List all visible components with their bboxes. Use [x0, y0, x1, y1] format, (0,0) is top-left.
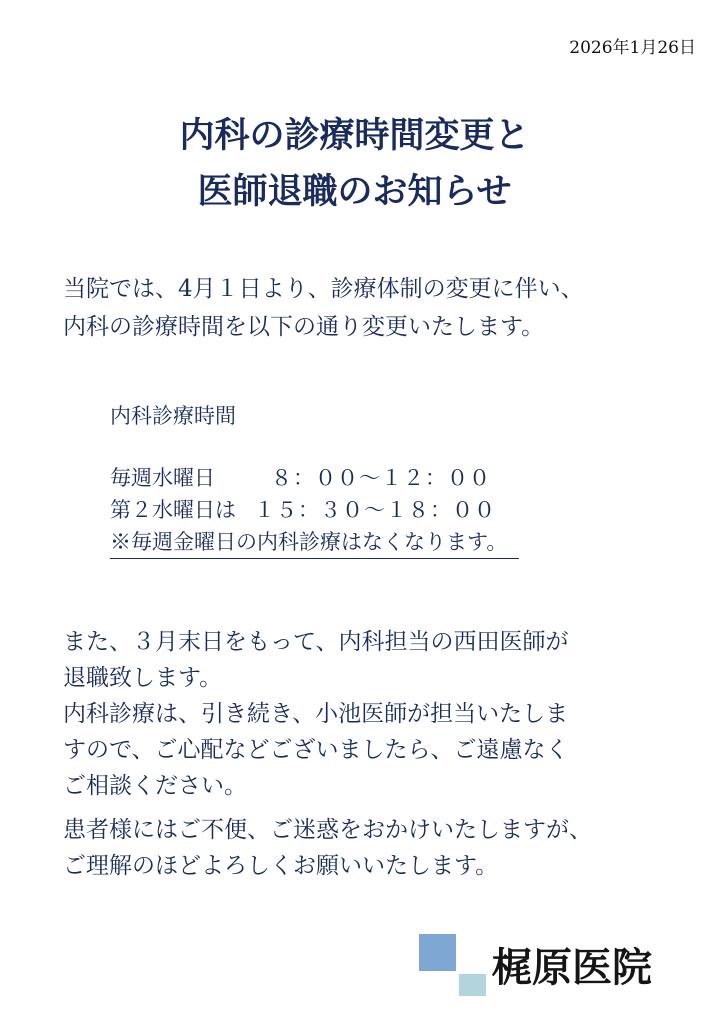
para3-line-1: 患者様にはご不便、ご迷惑をおかけいたしますが、 — [63, 817, 592, 843]
hours-heading: 内科診療時間 — [110, 404, 236, 428]
para3-line-2: ご理解のほどよろしくお願いいたします。 — [63, 853, 499, 879]
para2-line-5: ご相談ください。 — [63, 773, 247, 799]
apology-paragraph — [63, 812, 592, 884]
friday-closed-note: ※毎週金曜日の内科診療はなくなります。 — [110, 526, 519, 559]
para2-line-1: また、３月末日をもって、内科担当の西田医師が — [63, 629, 569, 655]
title-line-1: 内科の診療時間変更と — [179, 115, 530, 156]
hours-time: ８：００～１２：００ — [271, 466, 491, 490]
para2-line-3: 内科診療は、引き続き、小池医師が担当いたしま — [63, 701, 569, 727]
clinic-name: 梶原医院 — [492, 944, 652, 991]
para2-line-4: すので、ご心配などございましたら、ご遠慮なく — [63, 737, 569, 763]
doctor-retirement-paragraph — [63, 624, 569, 804]
notice-date: 2026年1月26日 — [569, 38, 696, 58]
intro-line-2: 内科の診療時間を以下の通り変更いたします。 — [63, 314, 545, 340]
hours-day: 毎週水曜日 — [110, 466, 215, 490]
hours-row-wednesday — [110, 462, 519, 494]
consultation-hours-block — [110, 400, 519, 559]
hours-row-second-wednesday — [110, 494, 519, 526]
notice-title — [0, 108, 709, 220]
title-line-2: 医師退職のお知らせ — [197, 171, 512, 212]
clinic-logo-mark — [419, 934, 489, 996]
logo-square-large — [419, 934, 456, 971]
intro-paragraph — [63, 270, 584, 346]
para2-line-2: 退職致します。 — [63, 665, 223, 691]
intro-line-1: 当院では、4月１日より、診療体制の変更に伴い、 — [63, 276, 584, 302]
logo-square-small — [459, 974, 486, 996]
hours-time: １５：３０～１８：００ — [254, 498, 496, 522]
hours-day: 第２水曜日は — [110, 498, 236, 522]
